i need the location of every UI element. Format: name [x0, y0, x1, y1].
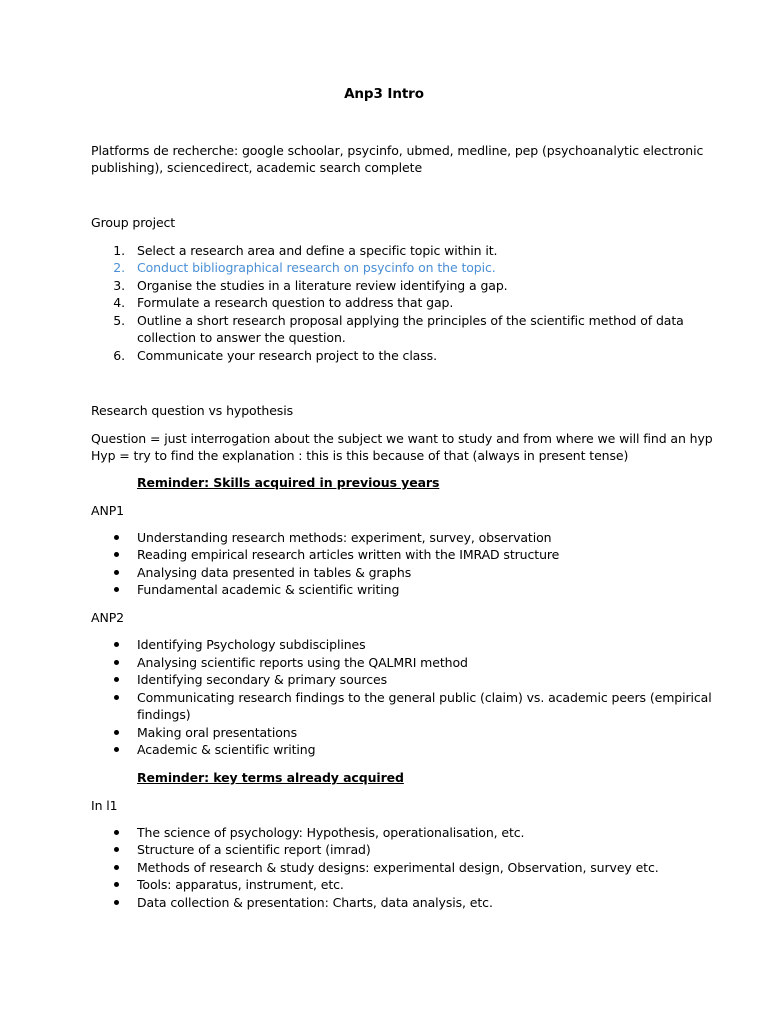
list-item-text: Analysing scientific reports using the QALMRI method [137, 655, 468, 670]
list-item-text: findings) [137, 707, 191, 722]
bullet-icon [114, 642, 119, 647]
list-item-text: Organise the studies in a literature review identifying a gap. [137, 278, 508, 293]
question-definition: Question = just interrogation about the subject we want to study and from where we will find an hyp [91, 431, 713, 446]
list-item-text: Identifying Psychology subdisciplines [137, 637, 366, 652]
list-item-text: Conduct bibliographical research on psycinfo on the topic. [137, 260, 496, 275]
bullet-icon [114, 900, 119, 905]
list-item-text: The science of psychology: Hypothesis, operationalisation, etc. [137, 825, 525, 840]
list-item-text: Formulate a research question to address that gap. [137, 295, 454, 310]
list-item-text: collection to answer the question. [137, 330, 346, 345]
bullet-icon [114, 570, 119, 575]
list-item-text: Structure of a scientific report (imrad) [137, 842, 371, 857]
bullet-icon [114, 552, 119, 557]
reminder-terms-heading: Reminder: key terms already acquired [137, 770, 404, 785]
list-item-text: Communicate your research project to the class. [137, 348, 437, 363]
list-item-text: Fundamental academic & scientific writing [137, 582, 400, 597]
list-number: 6. [113, 348, 125, 363]
list-item-text: Academic & scientific writing [137, 742, 316, 757]
list-item-text: Communicating research findings to the general public (claim) vs. academic peers (empirical [137, 690, 712, 705]
list-item-text: Data collection & presentation: Charts, data analysis, etc. [137, 895, 493, 910]
bullet-icon [114, 847, 119, 852]
list-number: 2. [113, 260, 125, 275]
anp1-heading: ANP1 [91, 503, 124, 518]
anp2-heading: ANP2 [91, 610, 124, 625]
bullet-icon [114, 865, 119, 870]
bullet-icon [114, 660, 119, 665]
list-item-text: Making oral presentations [137, 725, 298, 740]
list-item-text: Reading empirical research articles written with the IMRAD structure [137, 547, 560, 562]
list-number: 3. [113, 278, 125, 293]
list-item-text: Tools: apparatus, instrument, etc. [137, 877, 344, 892]
bullet-icon [114, 747, 119, 752]
platforms-text-line-1: Platforms de recherche: google schoolar, psycinfo, ubmed, medline, pep (psychoanalytic electronic [91, 143, 704, 158]
list-item-text: Analysing data presented in tables & graphs [137, 565, 412, 580]
group-project-heading: Group project [91, 215, 176, 230]
list-item-text: Understanding research methods: experiment, survey, observation [137, 530, 552, 545]
list-number: 4. [113, 295, 125, 310]
bullet-icon [114, 882, 119, 887]
bullet-icon [114, 830, 119, 835]
list-item-text: Outline a short research proposal applying the principles of the scientific method of data [137, 313, 684, 328]
platforms-text-line-2: publishing), sciencedirect, academic search complete [91, 160, 423, 175]
bullet-icon [114, 535, 119, 540]
list-number: 1. [113, 243, 125, 258]
research-question-heading: Research question vs hypothesis [91, 403, 293, 418]
list-item-text: Select a research area and define a specific topic within it. [137, 243, 498, 258]
list-item-text: Identifying secondary & primary sources [137, 672, 387, 687]
bullet-icon [114, 695, 119, 700]
list-number: 5. [113, 313, 125, 328]
list-item-text: Methods of research & study designs: experimental design, Observation, survey etc. [137, 860, 659, 875]
bullet-icon [114, 677, 119, 682]
l1-heading: In l1 [91, 798, 118, 813]
bullet-icon [114, 587, 119, 592]
bullet-icon [114, 730, 119, 735]
page-title: Anp3 Intro [344, 86, 424, 102]
reminder-skills-heading: Reminder: Skills acquired in previous years [137, 475, 440, 490]
hypothesis-definition: Hyp = try to find the explanation : this is this because of that (always in present tense) [91, 448, 629, 463]
